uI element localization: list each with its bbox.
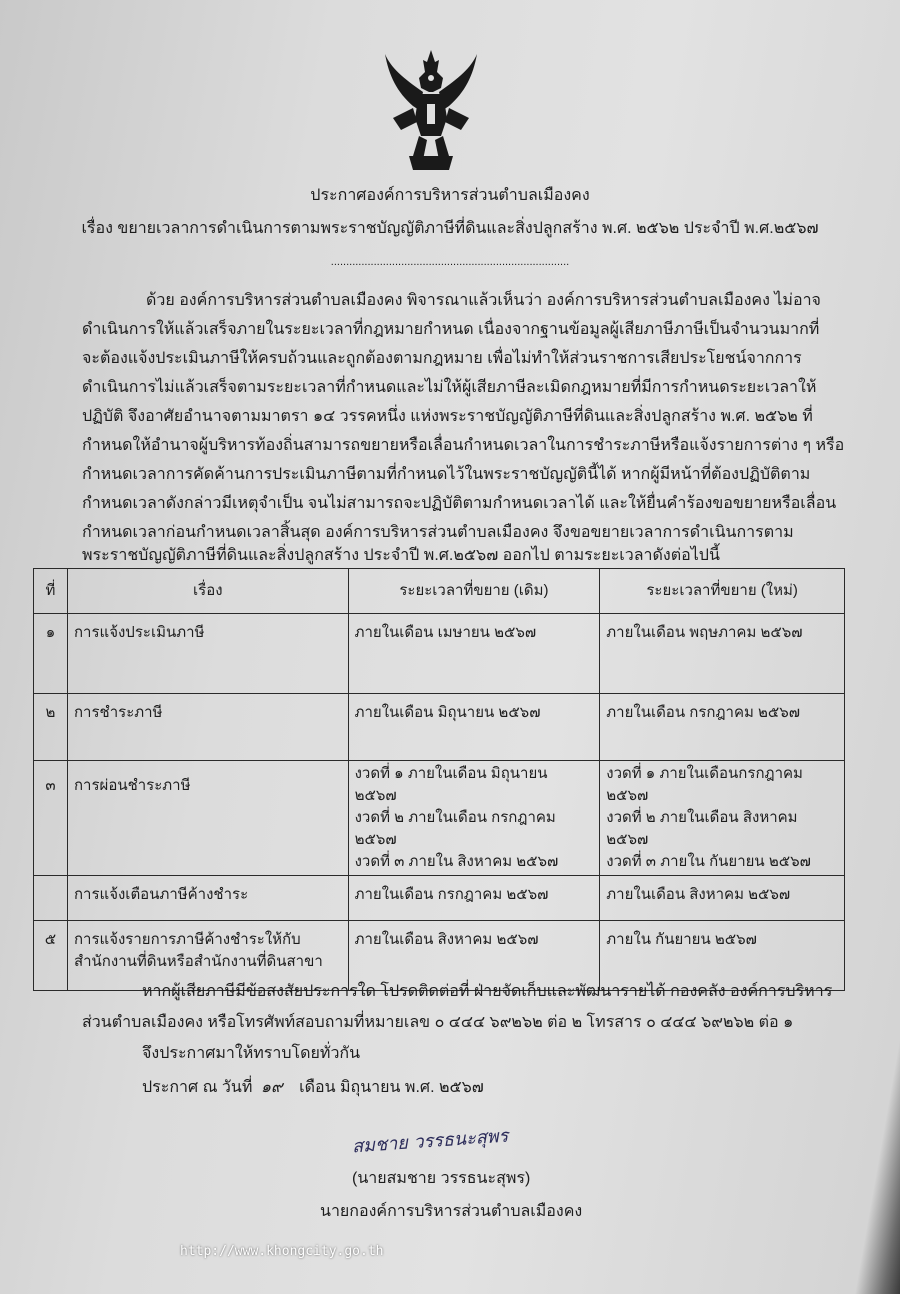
header-new-period: ระยะเวลาที่ขยาย (ใหม่): [600, 569, 845, 614]
paragraph-line: กำหนดเวลาก่อนกำหนดเวลาสิ้นสุด องค์การบริหารส่วนตำบลเมืองคง จึงขอขยายเวลาการดำเนินการตาม: [82, 524, 794, 541]
row-old-period: ภายในเดือน มิถุนายน ๒๕๖๗: [348, 694, 600, 761]
row-subject: การแจ้งประเมินภาษี: [67, 614, 348, 694]
table-row: [34, 694, 845, 761]
row-old-period: ภายในเดือน เมษายน ๒๕๖๗: [348, 614, 600, 694]
separator: ..............................................................................: [330, 256, 570, 268]
contact-line: ส่วนตำบลเมืองคง หรือโทรศัพท์สอบถามที่หมายเลข ๐ ๔๔๔ ๖๙๒๖๒ ต่อ ๒ โทรสาร ๐ ๔๔๔ ๖๙๒๖๒ ต่อ ๑: [82, 1014, 794, 1031]
row-old-period: ภายในเดือน สิงหาคม ๒๕๖๗: [348, 921, 600, 991]
subject-line: เรื่อง ขยายเวลาการดำเนินการตามพระราชบัญญัติภาษีที่ดินและสิ่งปลูกสร้าง พ.ศ. ๒๕๖๒ ประจำปี พ.ศ.๒๕๖๗: [81, 220, 819, 237]
paragraph-line: ปฏิบัติ จึงอาศัยอำนาจตามมาตรา ๑๔ วรรคหนึ่ง แห่งพระราชบัญญัติภาษีที่ดินและสิ่งปลูกสร้าง พ.ศ. ๒๕๖๒ ที่: [82, 408, 813, 425]
header-no: ที่: [34, 569, 68, 614]
row-no: ๒: [34, 694, 68, 761]
row-no: ๑: [34, 614, 68, 694]
row-new-period: ภายในเดือน สิงหาคม ๒๕๖๗: [600, 876, 845, 921]
row-subject: การผ่อนชำระภาษี: [67, 761, 348, 876]
garuda-emblem: [383, 48, 479, 172]
table-header-row: [34, 569, 845, 614]
installment-line: งวดที่ ๓ ภายใน สิงหาคม ๒๕๖๗: [354, 853, 559, 870]
installment-line: งวดที่ ๑ ภายในเดือนกรกฎาคม ๒๕๖๗: [606, 765, 803, 804]
table-row: [34, 921, 845, 991]
table-row: [34, 761, 845, 876]
paragraph-line: ด้วย องค์การบริหารส่วนตำบลเมืองคง พิจารณาแล้วเห็นว่า องค์การบริหารส่วนตำบลเมืองคง ไม่อาจ: [146, 292, 821, 309]
row-no: [34, 876, 68, 921]
announcement-title: ประกาศองค์การบริหารส่วนตำบลเมืองคง: [310, 187, 590, 204]
header-old-period: ระยะเวลาที่ขยาย (เดิม): [348, 569, 600, 614]
paragraph-line: พระราชบัญญัติภาษีที่ดินและสิ่งปลูกสร้าง ประจำปี พ.ศ.๒๕๖๗ ออกไป ตามระยะเวลาดังต่อไปนี้: [82, 547, 720, 564]
row-subject: การแจ้งรายการภาษีค้างชำระให้กับสำนักงานที่ดินหรือสำนักงานที่ดินสาขา: [67, 921, 348, 991]
date-prefix: ประกาศ ณ วันที่: [142, 1079, 253, 1096]
installment-line: งวดที่ ๒ ภายในเดือน กรกฎาคม ๒๕๖๗: [354, 809, 556, 848]
row-new-period: ภายในเดือน กรกฎาคม ๒๕๖๗: [600, 694, 845, 761]
row-new-period: [600, 761, 845, 876]
date-suffix: เดือน มิถุนายน พ.ศ. ๒๕๖๗: [299, 1079, 484, 1096]
handwritten-day: ๑๙: [260, 1077, 283, 1096]
paragraph-line: กำหนดให้อำนาจผู้บริหารท้องถิ่นสามารถขยายหรือเลื่อนกำหนดเวลาในการชำระภาษีหรือแจ้งรายการต่าง ๆ หรือ: [82, 437, 845, 454]
website-watermark: http://www.khongcity.go.th: [180, 1244, 384, 1259]
extension-schedule-table: [33, 568, 845, 991]
table-row: [34, 614, 845, 694]
signer-name: (นายสมชาย วรรธนะสุพร): [352, 1170, 531, 1187]
row-subject: การแจ้งเตือนภาษีค้างชำระ: [67, 876, 348, 921]
row-no: ๓: [34, 761, 68, 876]
installment-line: งวดที่ ๓ ภายใน กันยายน ๒๕๖๗: [606, 853, 811, 870]
signer-title: นายกองค์การบริหารส่วนตำบลเมืองคง: [320, 1203, 583, 1220]
row-no: ๕: [34, 921, 68, 991]
installment-line: งวดที่ ๒ ภายในเดือน สิงหาคม ๒๕๖๗: [606, 809, 798, 848]
paragraph-line: ดำเนินการให้แล้วเสร็จภายในระยะเวลาที่กฎหมายกำหนด เนื่องจากฐานข้อมูลผู้เสียภาษีภาษีเป็นจำนวนมากที่: [82, 321, 820, 338]
paragraph-line: จะต้องแจ้งประเมินภาษีให้ครบถ้วนและถูกต้องตามกฎหมาย เพื่อไม่ทำให้ส่วนราชการเสียประโยชน์จากการ: [82, 350, 802, 367]
signature: สมชาย วรรธนะสุพร: [351, 1125, 509, 1158]
header-subject: เรื่อง: [67, 569, 348, 614]
row-old-period: ภายในเดือน กรกฎาคม ๒๕๖๗: [348, 876, 600, 921]
contact-line: หากผู้เสียภาษีมีข้อสงสัยประการใด โปรดติดต่อที่ ฝ่ายจัดเก็บและพัฒนารายได้ กองคลัง องค์การบริหาร: [142, 983, 833, 1000]
announce-line: จึงประกาศมาให้ทราบโดยทั่วกัน: [142, 1045, 361, 1062]
paragraph-line: ดำเนินการไม่แล้วเสร็จตามระยะเวลาที่กำหนดและไม่ให้ผู้เสียภาษีละเมิดกฎหมายที่มีการกำหนดระยะเวลาให้: [82, 379, 817, 396]
installment-line: งวดที่ ๑ ภายในเดือน มิถุนายน ๒๕๖๗: [354, 765, 548, 804]
paragraph-line: กำหนดเวลาการคัดค้านการประเมินภาษีตามที่กำหนดไว้ในพระราชบัญญัตินี้ได้ หากผู้มีหน้าที่ต้องปฏิบัติตาม: [82, 466, 811, 483]
announce-date: [142, 1077, 484, 1098]
row-subject: การชำระภาษี: [67, 694, 348, 761]
row-new-period: ภายในเดือน พฤษภาคม ๒๕๖๗: [600, 614, 845, 694]
row-new-period: ภายใน กันยายน ๒๕๖๗: [600, 921, 845, 991]
paragraph-line: กำหนดเวลาดังกล่าวมีเหตุจำเป็น จนไม่สามารถจะปฏิบัติตามกำหนดเวลาได้ และให้ยื่นคำร้องขอขยายหรือเลื่อน: [82, 495, 837, 512]
row-old-period: [348, 761, 600, 876]
table-row: [34, 876, 845, 921]
